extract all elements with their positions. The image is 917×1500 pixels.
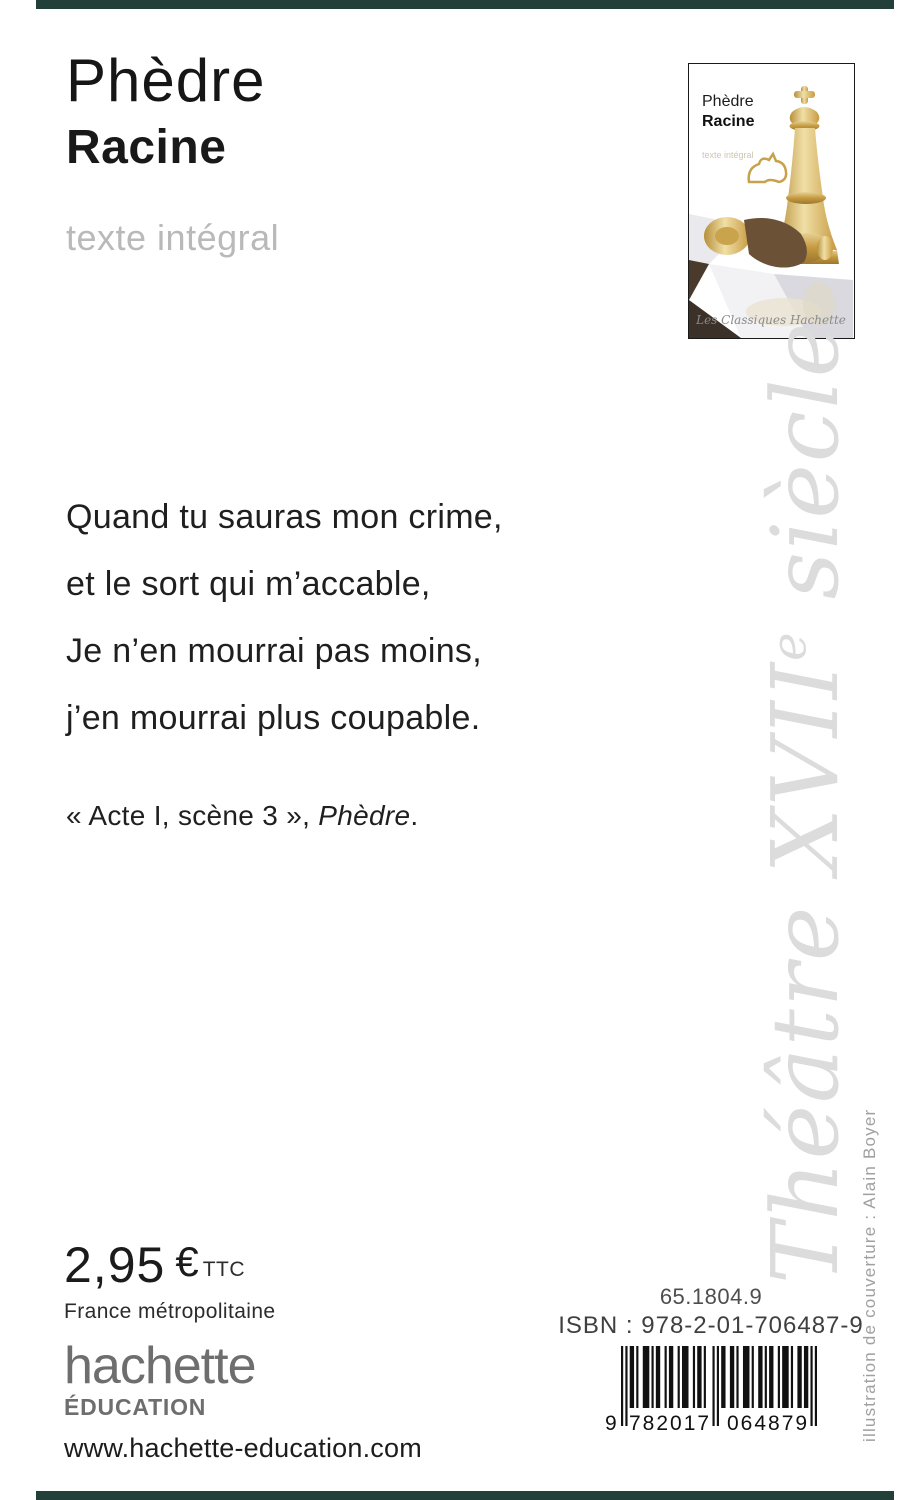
barcode-digit-first: 9 (605, 1412, 619, 1434)
publisher-name: hachette (64, 1337, 256, 1395)
cover-chess-illustration (689, 64, 854, 338)
ean13-barcode (605, 1346, 817, 1434)
thumbnail-imprint: Les Classiques Hachette (696, 313, 846, 327)
quote-line: Quand tu sauras mon crime, (66, 498, 503, 536)
gold-knight-piece (749, 154, 786, 182)
barcode-group1: 782017 (629, 1412, 712, 1434)
series-watermark (752, 320, 876, 1284)
reference-number: 65.1804.9 (659, 1284, 763, 1309)
series-text: siècle (752, 320, 859, 631)
series-text: Théâtre XVII (752, 660, 859, 1284)
top-edge-band (36, 0, 894, 9)
bottom-edge-band (36, 1491, 894, 1500)
price-publisher-block (64, 1236, 422, 1464)
price-region: France métropolitaine (64, 1300, 276, 1323)
publisher-division: ÉDUCATION (64, 1394, 207, 1420)
quote-line: Je n’en mourrai pas moins, (66, 632, 482, 670)
publisher-website: www.hachette-education.com (64, 1433, 422, 1463)
euro-symbol: € (175, 1238, 199, 1285)
price-amount: 2,95 (64, 1237, 166, 1293)
title-block (66, 48, 279, 259)
barcode-group2: 064879 (727, 1412, 810, 1434)
quote-block (66, 484, 503, 752)
thumbnail-subtitle: texte intégral (702, 150, 754, 160)
series-superscript: e (762, 630, 818, 661)
quote-attribution (66, 800, 418, 832)
attribution-suffix: . (410, 800, 419, 831)
tax-label: TTC (202, 1258, 246, 1281)
book-author: Racine (66, 121, 227, 174)
attribution-work-title: Phèdre (318, 800, 411, 831)
quote-line: et le sort qui m’accable, (66, 565, 431, 603)
price-row (64, 1236, 422, 1294)
thumbnail-author: Racine (702, 113, 755, 130)
thumbnail-title: Phèdre (702, 93, 754, 110)
front-cover-thumbnail (688, 63, 855, 339)
illustration-credit: illustration de couverture : Alain Boyer (860, 1108, 879, 1442)
quote-line: j’en mourrai plus coupable. (66, 699, 481, 737)
book-subtitle: texte intégral (66, 216, 280, 258)
isbn-number: ISBN : 978-2-01-706487-9 (558, 1312, 864, 1339)
board-dark-square (689, 260, 709, 300)
attribution-prefix: « Acte I, scène 3 », (66, 800, 319, 831)
publisher-logo (64, 1337, 422, 1421)
book-title: Phèdre (66, 47, 266, 114)
isbn-block (555, 1284, 867, 1434)
